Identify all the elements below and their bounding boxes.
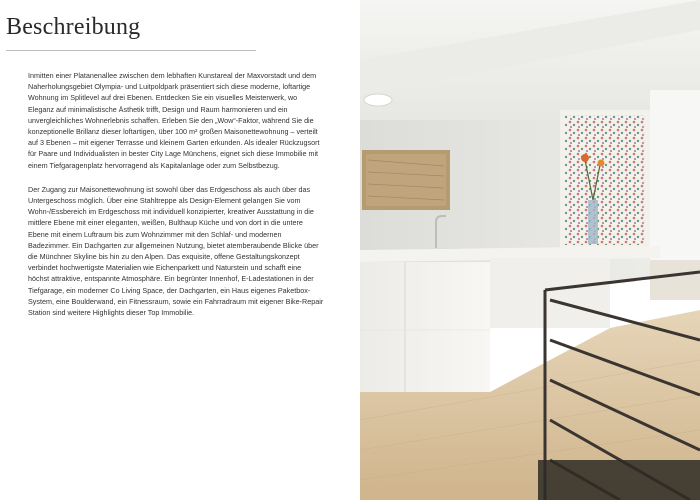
interior-photo — [360, 0, 700, 500]
section-title: Beschreibung — [6, 14, 141, 40]
description-paragraph: Inmitten einer Platanenallee zwischen dem lebhaften Kunstareal der Maxvorstadt und dem Naherholungsgebiet Olympia- und Luitpoldpark präsentiert sich diese moderne, loftartige Wohnung im Splitlevel auf drei Ebenen. Entdecken Sie ein visuelles Meisterwerk, wo Eleganz auf minimalistische Ästhetik trifft, Design und Raum harmonieren und ein unvergleichliches Wohnerlebnis schaffen. Erleben Sie den „Wow“-Faktor, während Sie die konzeptionelle Brillanz dieser loftartigen, über 100 m² großen Maisonettewohnung – verteilt auf 3 Ebenen – mit eigener Terrasse und kleinem Garten erkunden. Als idealer Rückzugsort für Paare und Individualisten in bester City Lage Münchens, eignet sich diese Immobilie mit einem Tiefgaragenplatz hervorragend als Kapitalanlage oder zum Selbstbezug. — [28, 71, 320, 170]
vase — [588, 200, 598, 244]
title-divider — [6, 50, 256, 51]
kitchen-cabinets — [360, 262, 490, 392]
ceiling-light-icon — [364, 94, 392, 106]
description-paragraph: Der Zugang zur Maisonettewohnung ist sowohl über das Erdgeschoss als auch über das Untergeschoss möglich. Über eine Stahltreppe als Design-Element gelangen Sie vom Wohn-/Essbereich im Erdgeschoss mit individuell konzipierter, kreativer Ausstattung in die mittlere Ebene mit einer eleganten, weißen, Bulthaup Küche und von dort in die untere Ebene mit einem Luftraum bis zum Wohnzimmer mit den Schlaf- und modernen Badezimmer. Ein Dachgarten zur allgemeinen Nutzung, bietet atemberaubende Blicke über die Münchner Skyline bis hin zu den Alpen. Das exquisite, offene Gestaltungskonzept verbindet hochwertigste Materialien wie Eichenparkett und Naturstein und schafft eine höchst attraktive, entspannte Atmosphäre. Ein begrünter Innenhof, E-Ladestationen in der Tiefgarage, ein moderner Co Living Space, der Dachgarten, ein Haus eigenes Paketbox-System, eine Boulderwand, ein Fitnessraum, sowie ein Fahrradraum mit eigener Bike-Repair Station sind weitere Highlights dieser Top Immobilie. — [28, 184, 324, 318]
description-body — [28, 70, 324, 331]
sofa — [650, 260, 700, 300]
